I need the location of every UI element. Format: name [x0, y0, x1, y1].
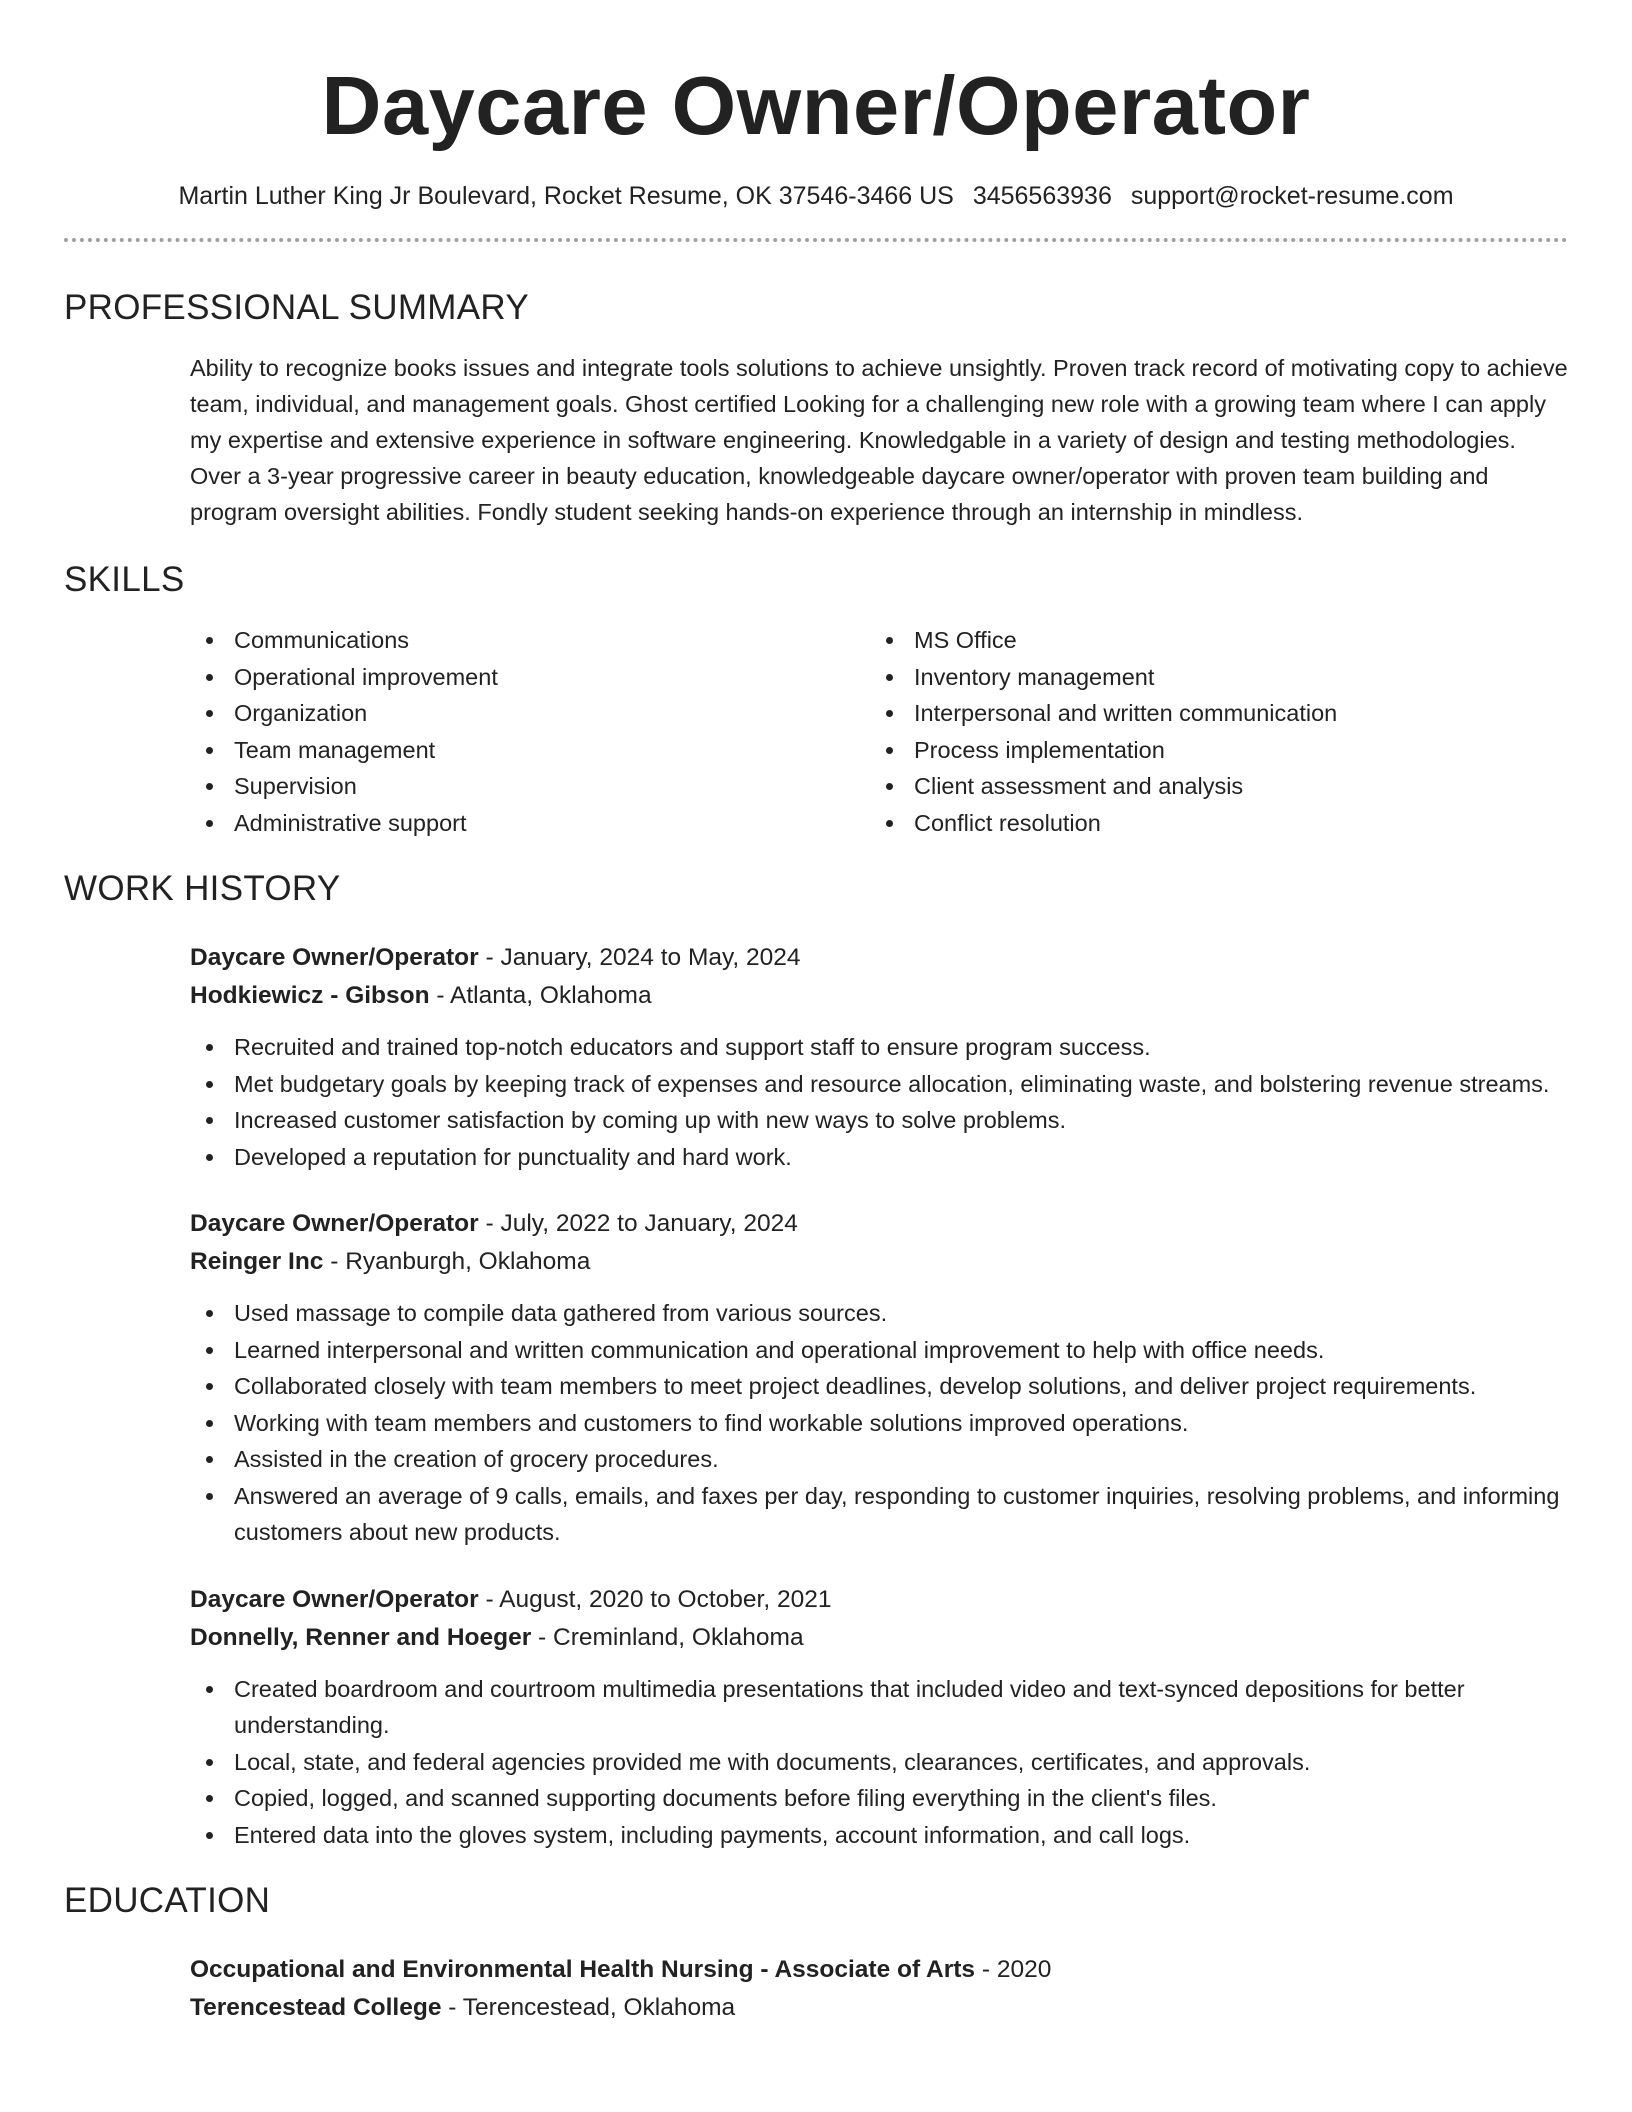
skills-list: [64, 622, 1568, 841]
education-entry: [64, 1951, 1568, 2027]
job-role: Daycare Owner/Operator: [190, 944, 479, 971]
job-role-line: [190, 1205, 1568, 1243]
job-bullet: Recruited and trained top-notch educators and support staff to ensure program success.: [190, 1029, 1568, 1066]
job-bullets: [190, 1029, 1568, 1175]
contact-phone: 3456563936: [972, 182, 1112, 210]
job-entry: [64, 1205, 1568, 1551]
skills-heading: SKILLS: [64, 560, 185, 599]
job-bullet: Local, state, and federal agencies provided me with documents, clearances, certificates, and approvals.: [190, 1744, 1568, 1781]
job-bullet: Copied, logged, and scanned supporting documents before filing everything in the client's files.: [190, 1780, 1568, 1817]
contact-line: [64, 180, 1568, 212]
skill-item: Administrative support: [190, 805, 870, 842]
job-role-line: [190, 1581, 1568, 1619]
job-bullet: Working with team members and customers to find workable solutions improved operations.: [190, 1405, 1568, 1442]
job-bullet: Assisted in the creation of grocery procedures.: [190, 1441, 1568, 1478]
job-bullet: Met budgetary goals by keeping track of expenses and resource allocation, eliminating waste, and bolstering revenue streams.: [190, 1066, 1568, 1103]
skill-item: Organization: [190, 695, 870, 732]
skill-item: MS Office: [870, 622, 1550, 659]
resume-name-title: Daycare Owner/Operator: [321, 59, 1311, 152]
skill-item: Process implementation: [870, 732, 1550, 769]
header-divider: [64, 238, 1568, 242]
education-degree-line: [190, 1951, 1568, 1989]
skill-item: Interpersonal and written communication: [870, 695, 1550, 732]
education-year: - 2020: [975, 1956, 1052, 1983]
job-bullets: [190, 1671, 1568, 1854]
skill-item: Communications: [190, 622, 870, 659]
job-dates: - August, 2020 to October, 2021: [478, 1585, 832, 1613]
skill-item: Supervision: [190, 768, 870, 805]
job-company-line: [190, 977, 1568, 1015]
education-school: Terencestead College: [190, 1994, 442, 2021]
contact-address: Martin Luther King Jr Boulevard, Rocket Resume, OK 37546-3466 US: [178, 182, 954, 210]
job-location: - Ryanburgh, Oklahoma: [323, 1248, 591, 1275]
skill-item: Inventory management: [870, 659, 1550, 696]
skills-column-left: [190, 622, 870, 841]
job-role: Daycare Owner/Operator: [190, 1585, 479, 1613]
skills-column-right: [870, 622, 1550, 841]
job-company: Hodkiewicz - Gibson: [190, 982, 430, 1009]
job-bullet: Increased customer satisfaction by coming up with new ways to solve problems.: [190, 1102, 1568, 1139]
job-bullet: Used massage to compile data gathered from various sources.: [190, 1295, 1568, 1332]
job-role: Daycare Owner/Operator: [190, 1210, 479, 1237]
job-company: Reinger Inc: [190, 1248, 324, 1275]
skill-item: Conflict resolution: [870, 805, 1550, 842]
job-bullet: Developed a reputation for punctuality and hard work.: [190, 1139, 1568, 1176]
skill-item: Client assessment and analysis: [870, 768, 1550, 805]
skill-item: Operational improvement: [190, 659, 870, 696]
job-location: - Creminland, Oklahoma: [531, 1623, 804, 1651]
job-bullet: Learned interpersonal and written communication and operational improvement to help with office needs.: [190, 1332, 1568, 1369]
job-bullet: Created boardroom and courtroom multimedia presentations that included video and text-synced depositions for better understanding.: [190, 1671, 1568, 1744]
work-history-heading: WORK HISTORY: [64, 869, 341, 908]
summary-heading: PROFESSIONAL SUMMARY: [64, 288, 529, 327]
job-location: - Atlanta, Oklahoma: [429, 982, 652, 1009]
job-company: Donnelly, Renner and Hoeger: [190, 1623, 532, 1651]
education-school-line: [190, 1989, 1568, 2027]
job-dates: - July, 2022 to January, 2024: [478, 1210, 798, 1237]
job-dates: - January, 2024 to May, 2024: [478, 944, 801, 971]
skill-item: Team management: [190, 732, 870, 769]
job-company-line: [190, 1619, 1568, 1657]
job-company-line: [190, 1243, 1568, 1281]
job-bullet: Entered data into the gloves system, including payments, account information, and call logs.: [190, 1817, 1568, 1854]
education-heading: EDUCATION: [64, 1881, 271, 1920]
summary-text: Ability to recognize books issues and integrate tools solutions to achieve unsightly. Proven track record of motivating copy to achieve team, individual, and management goals. Ghost certified Looking for a challenging new role with a growing team where I can apply my expertise and extensive experience in software engineering. Knowledgable in a variety of design and testing methodologies. Over a 3-year progressive career in beauty education, knowledgeable daycare owner/operator with proven team building and program oversight abilities. Fondly student seeking hands-on experience through an internship in mindless.: [190, 355, 1568, 525]
job-role-line: [190, 939, 1568, 977]
contact-email[interactable]: support@rocket-resume.com: [1130, 182, 1454, 210]
job-entry: [64, 939, 1568, 1175]
education-location: - Terencestead, Oklahoma: [441, 1994, 736, 2021]
job-bullet: Collaborated closely with team members to meet project deadlines, develop solutions, and deliver project requirements.: [190, 1368, 1568, 1405]
job-bullets: [190, 1295, 1568, 1551]
job-entry: [64, 1581, 1568, 1854]
education-degree: Occupational and Environmental Health Nursing - Associate of Arts: [190, 1956, 976, 1983]
job-bullet: Answered an average of 9 calls, emails, and faxes per day, responding to customer inquiries, resolving problems, and informing customers about new products.: [190, 1478, 1568, 1551]
